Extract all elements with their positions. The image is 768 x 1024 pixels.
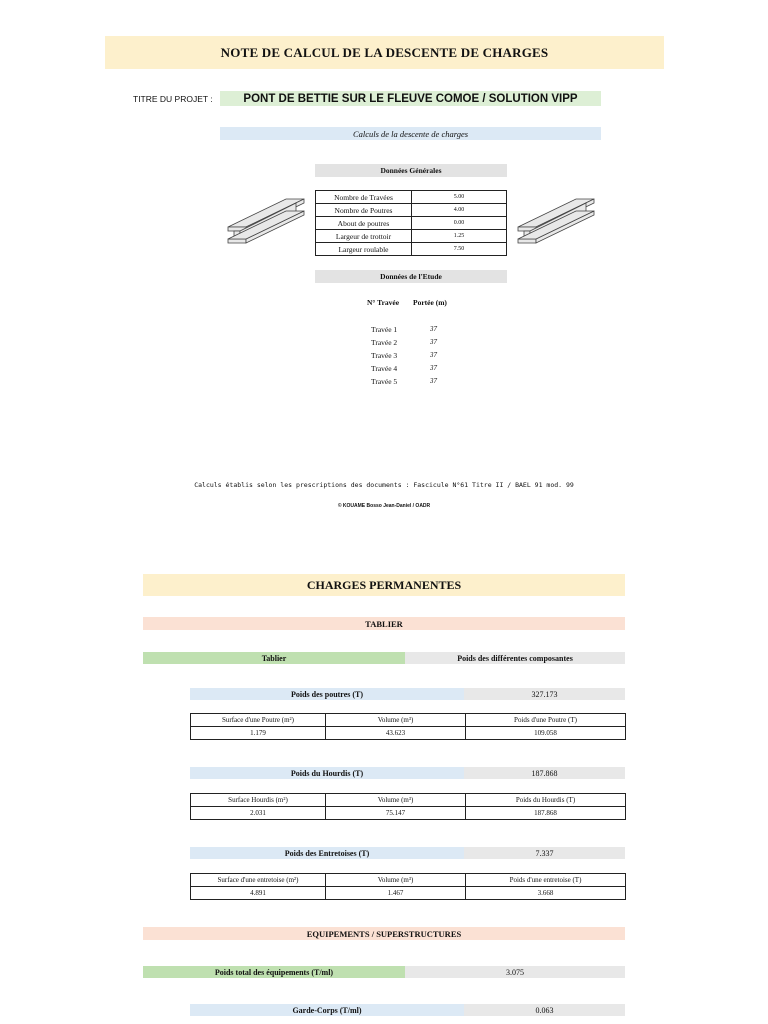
table-cell: 3.668 <box>466 887 626 900</box>
slab-weight-value: 187.868 <box>464 767 625 779</box>
range-column-header: Portée (m) <box>413 298 447 307</box>
slab-detail-table <box>190 793 626 820</box>
general-value: 1.25 <box>412 230 507 243</box>
table-row <box>191 727 626 740</box>
table-row <box>191 807 626 820</box>
span-range: 37 <box>430 377 437 385</box>
general-label: Nombre de Travées <box>316 191 412 204</box>
column-header: Surface d'une Poutre (m²) <box>191 714 326 727</box>
general-value: 5.00 <box>412 191 507 204</box>
general-label: About de poutres <box>316 217 412 230</box>
general-value: 7.50 <box>412 243 507 256</box>
general-label: Nombre de Poutres <box>316 204 412 217</box>
table-row <box>191 794 626 807</box>
table-cell: 43.623 <box>326 727 466 740</box>
column-header: Poids d'une Poutre (T) <box>466 714 626 727</box>
beam-right-icon <box>516 193 596 247</box>
beam-left-icon <box>226 193 306 247</box>
span-column-header: N° Travée <box>367 298 400 307</box>
column-header: Volume (m³) <box>326 714 466 727</box>
span-label: Travée 2 <box>371 338 398 347</box>
table-row <box>316 243 507 256</box>
table-row <box>191 714 626 727</box>
column-header: Poids du Hourdis (T) <box>466 794 626 807</box>
copyright-note: © KOUAME Bosso Jean-Daniel / OADR <box>337 503 431 509</box>
table-row <box>316 204 507 217</box>
general-value: 0.00 <box>412 217 507 230</box>
span-label: Travée 4 <box>371 364 398 373</box>
span-range: 37 <box>430 351 437 359</box>
crossbeams-weight-value: 7.337 <box>464 847 625 859</box>
general-label: Largeur roulable <box>316 243 412 256</box>
document-title: NOTE DE CALCUL DE LA DESCENTE DE CHARGES <box>105 36 664 69</box>
components-label: Poids des différentes composantes <box>405 652 625 664</box>
table-row <box>316 217 507 230</box>
span-range: 37 <box>430 364 437 372</box>
table-cell: 187.868 <box>466 807 626 820</box>
table-cell: 75.147 <box>326 807 466 820</box>
table-cell: 2.031 <box>191 807 326 820</box>
table-row <box>316 230 507 243</box>
column-header: Surface Hourdis (m²) <box>191 794 326 807</box>
column-header: Volume (m³) <box>326 794 466 807</box>
equipment-header: EQUIPEMENTS / SUPERSTRUCTURES <box>143 927 625 940</box>
project-label: TITRE DU PROJET : <box>133 94 213 104</box>
study-data-header: Données de l'Etude <box>315 270 507 283</box>
crossbeams-weight-label: Poids des Entretoises (T) <box>190 847 464 859</box>
permanent-charges-title: CHARGES PERMANENTES <box>143 574 625 596</box>
span-range: 37 <box>430 325 437 333</box>
column-header: Volume (m³) <box>326 874 466 887</box>
general-label: Largeur de trottoir <box>316 230 412 243</box>
span-label: Travée 5 <box>371 377 398 386</box>
calc-banner: Calculs de la descente de charges <box>220 127 601 140</box>
beams-weight-value: 327.173 <box>464 688 625 700</box>
project-name: PONT DE BETTIE SUR LE FLEUVE COMOE / SOLUTION VIPP <box>220 91 601 106</box>
slab-weight-label: Poids du Hourdis (T) <box>190 767 464 779</box>
span-label: Travée 3 <box>371 351 398 360</box>
railing-weight-value: 0.063 <box>464 1004 625 1016</box>
tablier-label: Tablier <box>143 652 405 664</box>
regulation-footnote: Calculs établis selon les prescriptions des documents : Fascicule N°61 Titre II / BAEL 91 mod. 99 <box>194 481 574 489</box>
column-header: Poids d'une entretoise (T) <box>466 874 626 887</box>
column-header: Surface d'une entretoise (m²) <box>191 874 326 887</box>
equipment-total-value: 3.075 <box>405 966 625 978</box>
crossbeams-detail-table <box>190 873 626 900</box>
table-cell: 1.179 <box>191 727 326 740</box>
table-row <box>191 887 626 900</box>
equipment-total-label: Poids total des équipements (T/ml) <box>143 966 405 978</box>
table-row <box>191 874 626 887</box>
general-data-header: Données Générales <box>315 164 507 177</box>
general-data-table <box>315 190 507 256</box>
beams-detail-table <box>190 713 626 740</box>
beams-weight-label: Poids des poutres (T) <box>190 688 464 700</box>
span-label: Travée 1 <box>371 325 398 334</box>
table-cell: 109.058 <box>466 727 626 740</box>
tablier-header: TABLIER <box>143 617 625 630</box>
span-range: 37 <box>430 338 437 346</box>
table-cell: 1.467 <box>326 887 466 900</box>
table-row <box>316 191 507 204</box>
railing-weight-label: Garde-Corps (T/ml) <box>190 1004 464 1016</box>
table-cell: 4.891 <box>191 887 326 900</box>
general-value: 4.00 <box>412 204 507 217</box>
